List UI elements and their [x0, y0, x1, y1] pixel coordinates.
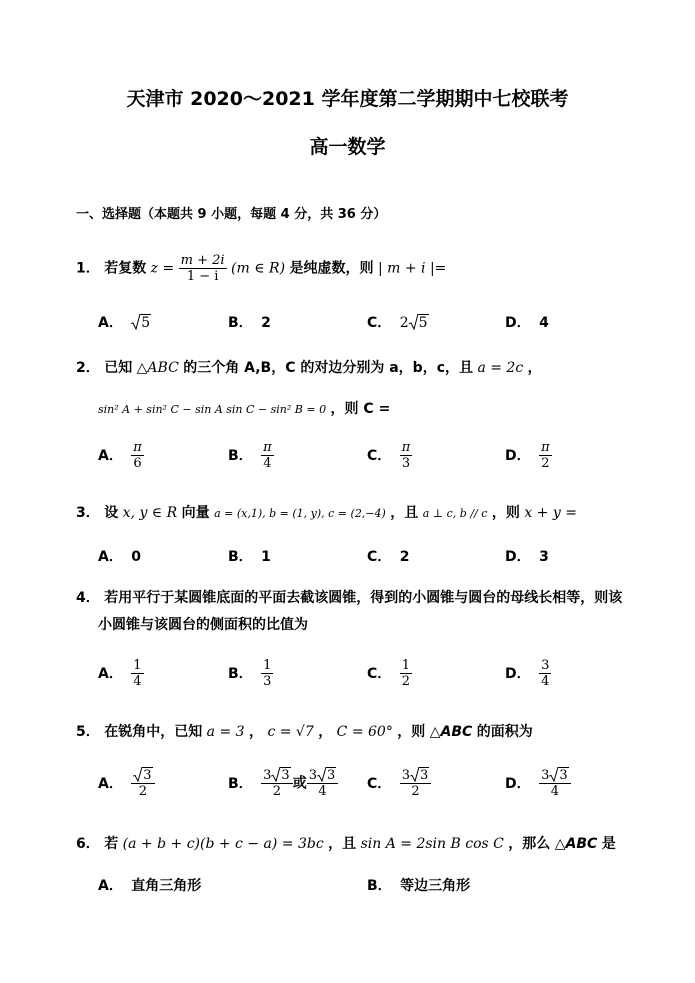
- question-text: ，: [249, 724, 263, 740]
- square-root: [549, 768, 568, 783]
- fraction-numerator: [261, 768, 293, 784]
- math-expression: C = 60°: [336, 724, 393, 740]
- option-label: B．: [367, 878, 392, 894]
- math-expression: (a + b + c)(b + c − a) = 3bc: [122, 836, 324, 852]
- question-number: 3．: [76, 505, 100, 521]
- option-label: D．: [505, 775, 531, 792]
- option-a: [98, 312, 151, 332]
- question-text: ，: [318, 724, 333, 740]
- option-c: [367, 312, 429, 332]
- question-text: 是纯虚数，则: [289, 260, 374, 277]
- fraction-denominator: 1 − i: [186, 269, 219, 284]
- option-d: [505, 658, 551, 689]
- radical-sign: [549, 767, 558, 782]
- option-b: [367, 875, 470, 895]
- question-text: 是: [601, 836, 616, 852]
- fraction: [400, 658, 412, 689]
- coefficient: 2: [399, 315, 409, 331]
- fraction: [400, 768, 432, 799]
- exam-subject: 高一数学: [309, 136, 386, 158]
- fraction-denominator: 2: [541, 456, 550, 471]
- coefficient: 3: [541, 768, 550, 783]
- exam-title: 天津市 2020～2021 学年度第二学期期中七校联考: [126, 88, 569, 110]
- question-text: 若: [104, 836, 119, 852]
- option-label: C．: [367, 775, 392, 792]
- fraction: [131, 440, 144, 471]
- question-text: 若复数: [104, 260, 147, 277]
- question-text: 的面积为: [476, 724, 533, 740]
- option-c: [367, 546, 409, 566]
- option-value: 直角三角形: [131, 878, 202, 894]
- option-label: A．: [98, 315, 123, 331]
- option-value: 2: [399, 549, 410, 565]
- question-text: ，则: [397, 724, 426, 740]
- fraction-numerator: 1: [133, 658, 142, 673]
- fraction-denominator: 4: [550, 784, 559, 799]
- option-label: B．: [228, 315, 253, 331]
- fraction: [307, 768, 339, 799]
- option-label: C．: [367, 447, 392, 464]
- math-expression: z =: [150, 260, 179, 277]
- question-number: 6．: [76, 836, 100, 852]
- fraction-denominator: 4: [133, 674, 142, 689]
- radical-sign: [317, 767, 326, 782]
- question-text: ，且: [328, 836, 357, 852]
- fraction-numerator: m + 2i: [180, 253, 225, 268]
- question-text: ，则 C =: [330, 401, 391, 417]
- option-label: B．: [228, 775, 253, 792]
- radicand: 3: [281, 768, 290, 783]
- or-text: 或: [292, 775, 307, 792]
- option-c: [367, 658, 412, 689]
- fraction-denominator: 2: [138, 784, 148, 799]
- fraction: [539, 658, 551, 689]
- option-label: B．: [228, 447, 253, 464]
- option-label: A．: [98, 775, 123, 792]
- math-expression: △ABC: [429, 724, 473, 740]
- fraction-numerator: π: [263, 440, 272, 455]
- math-expression: a ⊥ c, b // c: [422, 507, 488, 520]
- question-text: 设: [104, 505, 119, 521]
- question-text: 向量: [181, 505, 210, 521]
- question-4: [76, 587, 622, 607]
- math-expression: sin A = 2sin B cos C: [360, 836, 504, 852]
- radical-sign: [409, 314, 418, 330]
- fraction-numerator: π: [401, 440, 411, 455]
- coefficient: 3: [308, 768, 317, 783]
- question-number: 2．: [76, 360, 100, 376]
- option-a: [98, 546, 141, 566]
- question-number: 4．: [76, 590, 100, 606]
- option-label: C．: [367, 315, 392, 331]
- option-label: D．: [505, 315, 531, 331]
- fraction-denominator: 4: [263, 456, 272, 471]
- question-2-line-2: [98, 398, 390, 418]
- option-value: 1: [261, 549, 271, 565]
- square-root: [131, 315, 151, 331]
- fraction-numerator: [400, 768, 432, 784]
- question-2: [76, 357, 542, 377]
- radical-sign: [133, 767, 142, 782]
- fraction: [261, 768, 293, 799]
- fraction-numerator: 3: [541, 658, 550, 673]
- fraction-numerator: [539, 768, 571, 784]
- option-label: C．: [367, 665, 392, 682]
- fraction-numerator: [131, 768, 154, 784]
- option-label: D．: [505, 665, 531, 682]
- option-c: [367, 768, 431, 799]
- option-a: [98, 440, 144, 471]
- fraction: [261, 440, 274, 471]
- fraction: [179, 253, 227, 284]
- math-expression: | m + i |=: [377, 260, 447, 277]
- fraction-denominator: 6: [133, 456, 142, 471]
- option-value: 2: [261, 315, 271, 331]
- option-label: B．: [228, 665, 253, 682]
- square-root: [271, 768, 290, 783]
- option-label: B．: [228, 549, 253, 565]
- fraction: [131, 658, 143, 689]
- math-expression: a = 3: [206, 724, 245, 740]
- math-expression: △ABC: [554, 836, 598, 852]
- option-b: [228, 440, 274, 471]
- question-6: [76, 833, 616, 853]
- question-5: [76, 721, 533, 741]
- question-4-line-2: [98, 614, 308, 634]
- radicand: 5: [141, 315, 151, 331]
- fraction: [400, 440, 413, 471]
- question-text: 若用平行于某圆锥底面的平面去截该圆锥，得到的小圆锥与圆台的母线长相等，则该: [104, 590, 623, 606]
- option-b: [228, 546, 271, 566]
- question-text: 小圆锥与该圆台的侧面积的比值为: [98, 617, 308, 633]
- fraction-numerator: π: [133, 440, 142, 455]
- question-text: ，且: [390, 505, 419, 521]
- fraction-denominator: 3: [263, 674, 272, 689]
- option-d: [505, 546, 549, 566]
- option-c: [367, 440, 412, 471]
- option-b: [228, 312, 271, 332]
- radicand: 3: [420, 768, 429, 783]
- radical-sign: [131, 314, 140, 330]
- option-b: [228, 768, 338, 799]
- fraction-numerator: 1: [263, 658, 272, 673]
- option-value: 3: [539, 549, 549, 565]
- question-text: 在锐角中，已知: [104, 724, 203, 740]
- fraction: [131, 768, 154, 799]
- square-root: [409, 315, 429, 331]
- question-number: 5．: [76, 724, 100, 740]
- math-expression: △ABC: [136, 360, 179, 376]
- option-a: [98, 768, 155, 799]
- square-root: [410, 768, 429, 783]
- option-a: [98, 658, 144, 689]
- option-label: A．: [98, 665, 123, 682]
- option-d: [505, 312, 549, 332]
- option-label: D．: [505, 447, 531, 464]
- fraction-denominator: 2: [272, 784, 282, 799]
- square-root: [317, 768, 336, 783]
- question-text: ，则: [491, 505, 520, 521]
- math-expression: x + y =: [524, 505, 577, 521]
- question-number: 1．: [76, 260, 100, 277]
- question-1: [76, 253, 446, 284]
- coefficient: 3: [401, 768, 411, 783]
- fraction-numerator: 1: [401, 658, 411, 673]
- fraction-denominator: 4: [318, 784, 327, 799]
- section-heading: 一、选择题（本题共 9 小题，每题 4 分，共 36 分）: [76, 207, 387, 222]
- math-expression: a = 2c: [477, 360, 524, 376]
- radical-sign: [410, 767, 419, 782]
- math-expression: (m ∈ R): [231, 260, 286, 277]
- coefficient: 3: [263, 768, 272, 783]
- fraction-denominator: 2: [401, 674, 411, 689]
- question-text: 的三个角 A,B，C 的对边分别为 a，b，c，且: [183, 360, 473, 376]
- fraction: [539, 440, 552, 471]
- radicand: 3: [559, 768, 568, 783]
- fraction-numerator: [307, 768, 339, 784]
- question-3: [76, 502, 577, 522]
- option-b: [228, 658, 273, 689]
- fraction-denominator: 4: [541, 674, 550, 689]
- fraction-denominator: 3: [401, 456, 411, 471]
- question-text: ，那么: [508, 836, 551, 852]
- option-d: [505, 440, 552, 471]
- fraction: [539, 768, 571, 799]
- option-value: 0: [131, 549, 142, 565]
- math-expression: sin² A + sin² C − sin A sin C − sin² B = 0: [98, 403, 327, 416]
- fraction: [261, 658, 273, 689]
- radical-sign: [271, 767, 280, 782]
- option-value: 等边三角形: [400, 878, 471, 894]
- square-root: [133, 768, 152, 783]
- radicand: 5: [418, 315, 428, 331]
- math-expression: a = (x,1), b = (1, y), c = (2,−4): [214, 507, 386, 520]
- option-label: A．: [98, 878, 123, 894]
- math-expression: c = √7: [267, 724, 314, 740]
- option-a: [98, 875, 201, 895]
- option-label: A．: [98, 549, 123, 565]
- option-value: 4: [539, 315, 549, 331]
- option-label: A．: [98, 447, 123, 464]
- question-text: 已知: [104, 360, 133, 376]
- radicand: 3: [143, 768, 152, 783]
- math-expression: x, y ∈ R: [122, 505, 178, 521]
- option-d: [505, 768, 571, 799]
- question-text: ，: [527, 360, 542, 376]
- fraction-denominator: 2: [411, 784, 420, 799]
- radicand: 3: [326, 768, 336, 783]
- option-label: C．: [367, 549, 392, 565]
- fraction-numerator: π: [541, 440, 550, 455]
- option-label: D．: [505, 549, 531, 565]
